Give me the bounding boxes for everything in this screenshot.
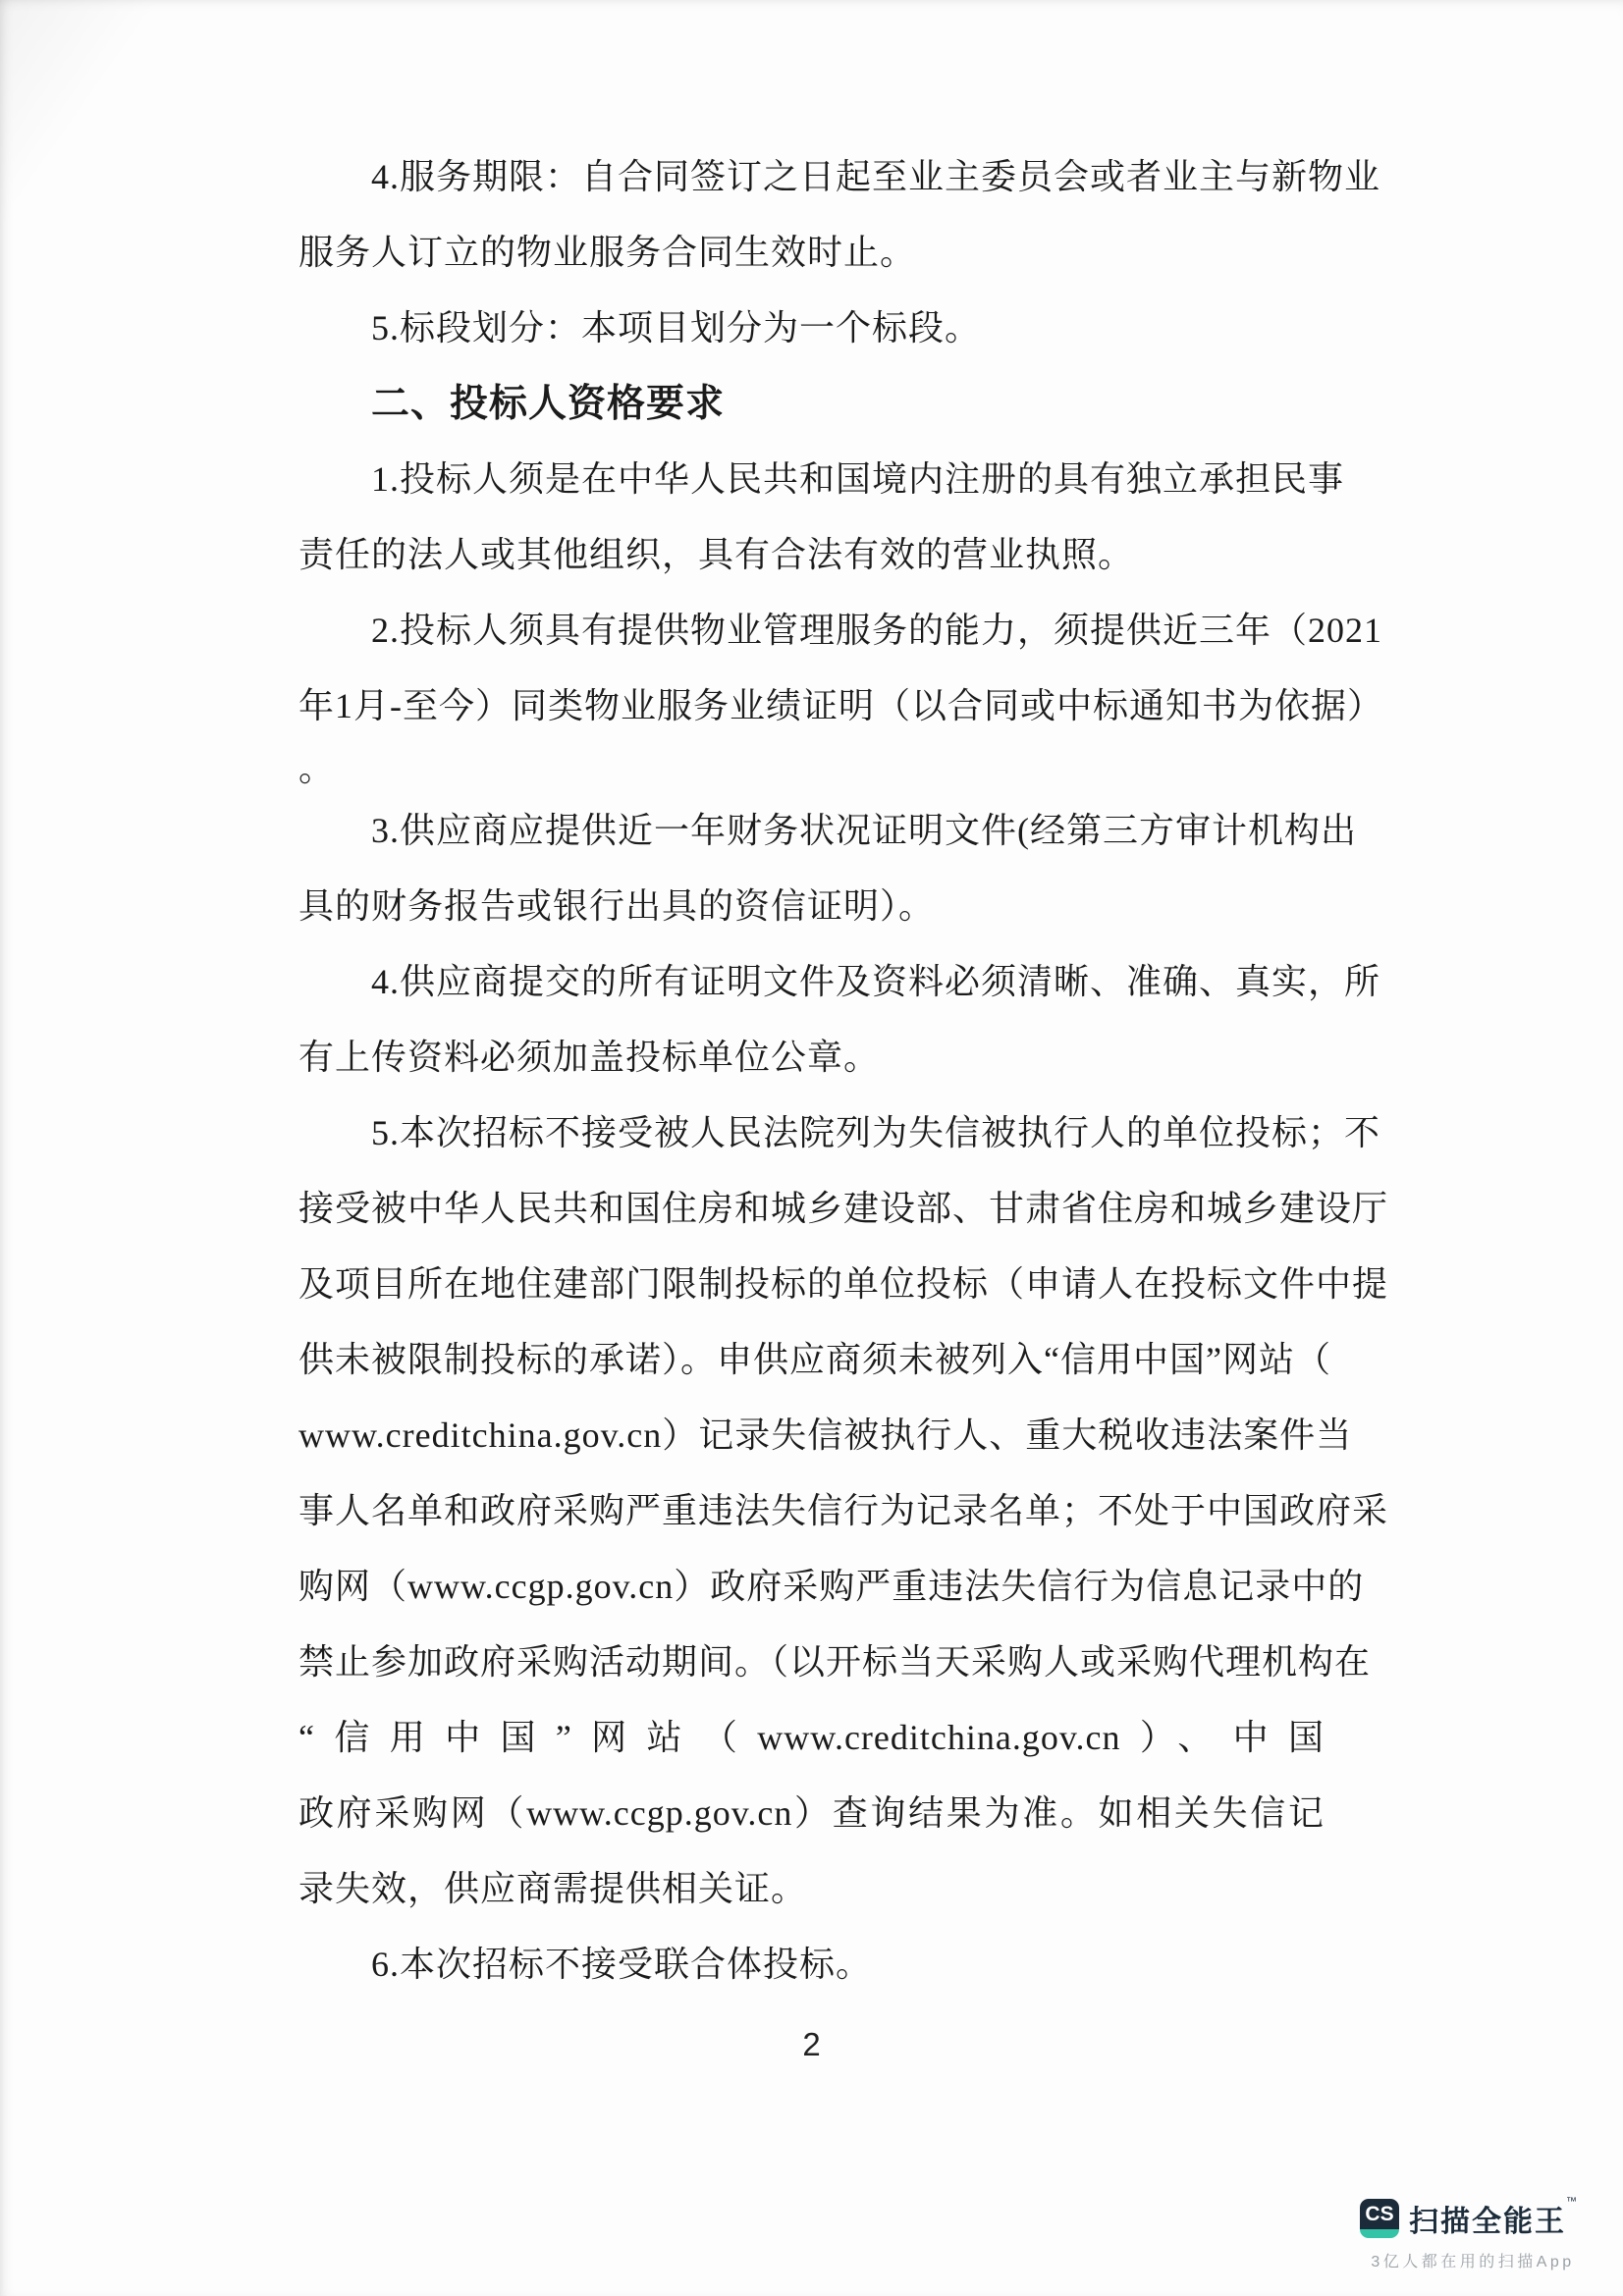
text-line: 5.本次招标不接受被人民法院列为失信被执行人的单位投标；不 [371, 1113, 1381, 1152]
text-line: 6.本次招标不接受联合体投标。 [371, 1945, 873, 1984]
camscanner-app-name-text: 扫描全能王 [1409, 2206, 1566, 2238]
camscanner-watermark [1360, 2197, 1586, 2271]
trademark-symbol: ™ [1566, 2196, 1579, 2208]
text-line: “信用中国”网站（www.creditchina.gov.cn）、中国 [298, 1718, 1325, 1757]
text-line: 接受被中华人民共和国住房和城乡建设部、甘肃省住房和城乡建设厅 [298, 1189, 1389, 1228]
text-line: 服务人订立的物业服务合同生效时止。 [298, 233, 917, 272]
text-line: 4.服务期限：自合同签订之日起至业主委员会或者业主与新物业 [371, 157, 1381, 196]
camscanner-logo-letters: CS [1365, 2203, 1394, 2225]
text-line: 录失效，供应商需提供相关证。 [298, 1869, 808, 1908]
text-line: 有上传资料必须加盖投标单位公章。 [298, 1038, 881, 1077]
text-line: 购网（www.ccgp.gov.cn）政府采购严重违法失信行为信息记录中的 [298, 1567, 1365, 1606]
camscanner-logo-icon [1360, 2199, 1399, 2238]
text-line: 。 [298, 749, 336, 788]
text-line: 3.供应商应提供近一年财务状况证明文件(经第三方审计机构出 [371, 811, 1357, 850]
text-line: 禁止参加政府采购活动期间。（以开标当天采购人或采购代理机构在 [298, 1642, 1372, 1682]
text-line: 2.投标人须具有提供物业管理服务的能力，须提供近三年（2021 [371, 611, 1383, 650]
text-line: 事人名单和政府采购严重违法失信行为记录名单；不处于中国政府采 [298, 1491, 1389, 1530]
document-body [298, 139, 1389, 2002]
text-line: 年1月-至今）同类物业服务业绩证明（以合同或中标通知书为依据） [298, 686, 1383, 725]
text-line: 责任的法人或其他组织，具有合法有效的营业执照。 [298, 535, 1135, 574]
text-line: 政府采购网（www.ccgp.gov.cn）查询结果为准。如相关失信记 [298, 1793, 1325, 1833]
text-line: 1.投标人须是在中华人民共和国境内注册的具有独立承担民事 [371, 459, 1345, 499]
text-line: 供未被限制投标的承诺）。申供应商须未被列入“信用中国”网站（ [298, 1340, 1331, 1379]
camscanner-logo-row [1360, 2197, 1586, 2240]
text-line: 具的财务报告或银行出具的资信证明）。 [298, 886, 936, 926]
text-line: 5.标段划分：本项目划分为一个标段。 [371, 308, 982, 347]
text-line: www.creditchina.gov.cn）记录失信被执行人、重大税收违法案件当 [298, 1415, 1353, 1455]
text-line: 及项目所在地住建部门限制投标的单位投标（申请人在投标文件中提 [298, 1264, 1389, 1304]
text-line: 4.供应商提交的所有证明文件及资料必须清晰、准确、真实，所 [371, 962, 1381, 1001]
camscanner-app-name [1409, 2197, 1579, 2240]
page-number: 2 [802, 2026, 821, 2062]
section-heading: 二、投标人资格要求 [371, 383, 726, 425]
camscanner-tagline: 3亿人都在用的扫描App [1371, 2254, 1575, 2270]
